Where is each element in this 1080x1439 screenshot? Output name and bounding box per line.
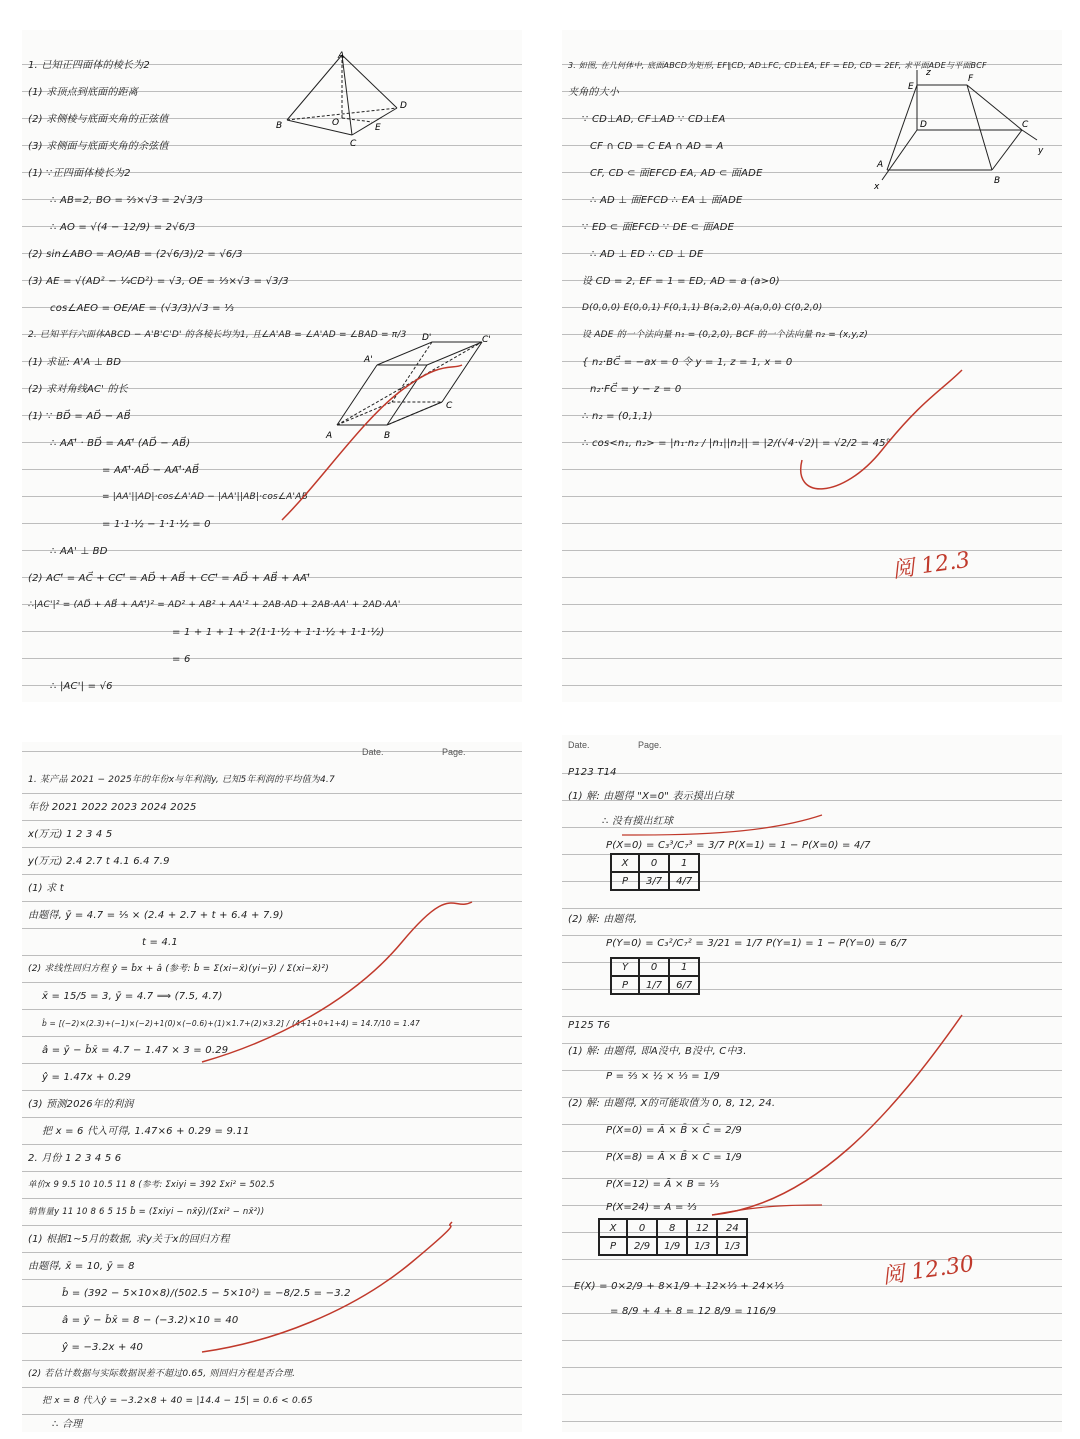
table-cell: 1 — [669, 958, 699, 976]
text-line: P(X=8) = Ā × B̄ × C = 1/9 — [606, 1152, 742, 1163]
text-line: (1) 解: 由题得, 即A没中, B没中, C中3. — [568, 1046, 747, 1057]
text-line: b̂ = (392 − 5×10×8)/(502.5 − 5×10²) = −8/2.5 = −3.2 — [62, 1288, 351, 1299]
text-line: b̂ = [(−2)×(2.3)+(−1)×(−2)+1(0)×(−0.6)+(1)×1.7+(2)×3.2] / (4+1+0+1+4) = 14.7/10 = 1.47 — [42, 1019, 421, 1028]
vertex-label: D — [920, 120, 927, 130]
table-cell: 3/7 — [639, 872, 669, 890]
teacher-signature: 阅 12.3 — [890, 547, 972, 584]
text-line: ∴ AD ⊥ ED ∴ CD ⊥ DE — [590, 249, 704, 260]
text-line: 2. 月份 1 2 3 4 5 6 — [28, 1153, 122, 1164]
text-line: 销售量y 11 10 8 6 5 15 b̂ = (Σxiyi − nx̄ȳ)/(Σxi² − nx̄²)) — [28, 1207, 265, 1217]
table-cell: 0 — [627, 1219, 657, 1237]
notebook-page-top-right — [562, 30, 1062, 702]
text-line: 设 CD = 2, EF = 1 = ED, AD = a (a>0) — [582, 276, 780, 287]
vertex-label: F — [968, 74, 974, 84]
text-line: ∴ 合理 — [52, 1419, 83, 1430]
text-line: â = ȳ − b̂x̄ = 8 − (−3.2)×10 = 40 — [62, 1315, 239, 1326]
vertex-label: D — [400, 101, 407, 111]
text-line: P(X=24) = A = ⅓ — [606, 1202, 697, 1213]
text-line: (1) 求顶点到底面的距离 — [28, 87, 138, 98]
text-line: (2) 求侧棱与底面夹角的正弦值 — [28, 114, 169, 125]
text-line: (1) ∵ BD⃗ = AD⃗ − AB⃗ — [28, 411, 131, 422]
text-line: ∵ CD⊥AD, CF⊥AD ∵ CD⊥EA — [582, 114, 726, 125]
text-line: = 1·1·½ − 1·1·½ = 0 — [102, 519, 211, 530]
notebook-page-top-left — [22, 30, 522, 702]
text-line: ∴ AD ⊥ 面EFCD ∴ EA ⊥ 面ADE — [590, 195, 743, 206]
vertex-label: B — [384, 431, 391, 441]
table-cell: 1/3 — [717, 1237, 747, 1255]
table-cell: P — [611, 872, 639, 890]
tetrahedron-figure — [272, 50, 422, 150]
text-line: 单价x 9 9.5 10 10.5 11 8 (参考: Σxiyi = 392 Σxi² = 502.5 — [28, 1180, 275, 1190]
notebook-page-bottom-right — [562, 735, 1062, 1432]
text-line: = |AA'||AD|·cos∠A'AD − |AA'||AB|·cos∠A'AB — [102, 492, 308, 502]
table-cell: 1/9 — [657, 1237, 687, 1255]
text-line: ∵ ED ⊂ 面EFCD ∵ DE ⊂ 面ADE — [582, 222, 735, 233]
text-line: ŷ = 1.47x + 0.29 — [42, 1072, 132, 1083]
text-line: (2) 解: 由题得, X的可能取值为 0, 8, 12, 24. — [568, 1098, 776, 1109]
text-line: (1) 求证: A'A ⊥ BD — [28, 357, 122, 368]
text-line: n₂·FC⃗ = y − z = 0 — [590, 384, 682, 395]
table-cell: 1/7 — [639, 976, 669, 994]
text-line: â = ȳ − b̂x̄ = 4.7 − 1.47 × 3 = 0.29 — [42, 1045, 229, 1056]
text-line: (2) sin∠ABO = AO/AB = (2√6/3)/2 = √6/3 — [28, 249, 243, 260]
vertex-label: C — [446, 401, 453, 411]
vertex-label: C — [1022, 120, 1029, 130]
distribution-table-x2 — [598, 1218, 748, 1256]
vertex-label: D' — [422, 333, 432, 343]
text-line: ∴ AO = √(4 − 12/9) = 2√6/3 — [50, 222, 196, 233]
text-line: { n₂·BC⃗ = −ax = 0 令 y = 1, z = 1, x = 0 — [582, 357, 793, 368]
text-line: P(X=12) = Ā × B = ⅓ — [606, 1179, 720, 1190]
table-cell: X — [611, 854, 639, 872]
parallelepiped-figure — [322, 330, 502, 445]
text-line: (1) 解: 由题得 "X=0" 表示摸出白球 — [568, 791, 734, 802]
vertex-label: E — [375, 123, 381, 133]
text-line: x(万元) 1 2 3 4 5 — [28, 829, 113, 840]
text-line: P = ⅔ × ½ × ⅓ = 1/9 — [606, 1071, 720, 1082]
text-line: (2) 求对角线AC' 的长 — [28, 384, 128, 395]
table-cell: 6/7 — [669, 976, 699, 994]
table-cell: 1 — [669, 854, 699, 872]
text-line: ∴ cos<n₁, n₂> = |n₁·n₂ / |n₁||n₂|| = |2/(√4·√2)| = √2/2 = 45° — [582, 438, 891, 449]
text-line: P123 T14 — [568, 767, 617, 778]
text-line: CF, CD ⊂ 面EFCD EA, AD ⊂ 面ADE — [590, 168, 763, 179]
text-line: t = 4.1 — [142, 937, 178, 948]
table-cell: 1/3 — [687, 1237, 717, 1255]
coordinate-solid-figure — [872, 65, 1047, 195]
text-line: y(万元) 2.4 2.7 t 4.1 6.4 7.9 — [28, 856, 170, 867]
text-line: = 6 — [172, 654, 191, 665]
text-line: ∴ n₂ = (0,1,1) — [582, 411, 653, 422]
page-label: Page. — [638, 740, 662, 750]
vertex-label: A — [338, 51, 345, 61]
text-line: cos∠AEO = OE/AE = (√3/3)/√3 = ⅓ — [50, 303, 235, 314]
text-line: (3) 预测2026年的利润 — [28, 1099, 134, 1110]
table-cell: P — [599, 1237, 627, 1255]
text-line: 1. 某产品 2021 − 2025年的年份x与年利润y, 已知5年利润的平均值为4.7 — [28, 775, 335, 785]
vertex-label: C' — [482, 335, 491, 345]
axis-label: x — [874, 182, 880, 192]
table-cell: 0 — [639, 854, 669, 872]
text-line: (3) 求侧面与底面夹角的余弦值 — [28, 141, 169, 152]
vertex-label: O — [332, 118, 340, 128]
vertex-label: E — [908, 82, 914, 92]
table-cell: X — [599, 1219, 627, 1237]
teacher-signature: 阅 12.30 — [880, 1251, 976, 1290]
text-line: 年份 2021 2022 2023 2024 2025 — [28, 802, 197, 813]
text-line: 夹角的大小 — [568, 87, 619, 98]
vertex-label: A — [877, 160, 884, 170]
text-line: 由题得, x̄ = 10, ȳ = 8 — [28, 1261, 135, 1272]
text-line: P(Y=0) = C₃²/C₇² = 3/21 = 1/7 P(Y=1) = 1 − P(Y=0) = 6/7 — [606, 938, 908, 949]
page-label: Page. — [442, 747, 466, 757]
table-cell: 12 — [687, 1219, 717, 1237]
text-line: CF ∩ CD = C EA ∩ AD = A — [590, 141, 724, 152]
text-line: 2. 已知平行六面体ABCD − A'B'C'D' 的各棱长均为1, 且∠A'AB = ∠A'AD = ∠BAD = π/3 — [28, 330, 407, 340]
text-line: ∴|AC'|² = (AD⃗ + AB⃗ + AA'⃗)² = AD² + AB² + AA'² + 2AB·AD + 2AB·AA' + 2AD·AA' — [28, 600, 401, 610]
red-check-mark — [22, 742, 522, 1432]
vertex-label: A — [326, 431, 333, 441]
table-cell: 0 — [639, 958, 669, 976]
text-line: (1) 求 t — [28, 883, 64, 894]
text-line: = 1 + 1 + 1 + 2(1·1·½ + 1·1·½ + 1·1·½) — [172, 627, 385, 638]
text-line: P(X=0) = C₃³/C₇³ = 3/7 P(X=1) = 1 − P(X=0) = 4/7 — [606, 840, 871, 851]
table-cell: 24 — [717, 1219, 747, 1237]
table-cell: Y — [611, 958, 639, 976]
text-line: (1) ∵正四面体棱长为2 — [28, 168, 131, 179]
text-line: x̄ = 15/5 = 3, ȳ = 4.7 ⟹ (7.5, 4.7) — [42, 991, 223, 1002]
distribution-table-y — [610, 957, 700, 995]
text-line: (2) 求线性回归方程 ŷ = b̂x + â (参考: b̂ = Σ(xi−x̄)(yi−ȳ) / Σ(xi−x̄)²) — [28, 964, 329, 974]
notebook-page-bottom-left — [22, 742, 522, 1432]
text-line: ∴ AA' ⊥ BD — [50, 546, 108, 557]
table-cell: P — [611, 976, 639, 994]
distribution-table-x — [610, 853, 700, 891]
text-line: (1) 根据1~5月的数据, 求y关于x的回归方程 — [28, 1234, 230, 1245]
text-line: = AA'⃗·AD⃗ − AA'⃗·AB⃗ — [102, 465, 200, 476]
text-line: (2) 解: 由题得, — [568, 914, 638, 925]
vertex-label: B — [994, 176, 1001, 186]
text-line: D(0,0,0) E(0,0,1) F(0,1,1) B(a,2,0) A(a,0,0) C(0,2,0) — [582, 303, 823, 313]
text-line: ∴ |AC'| = √6 — [50, 681, 113, 692]
text-line: = 8/9 + 4 + 8 = 12 8/9 = 116/9 — [610, 1306, 777, 1317]
text-line: (2) 若估计数据与实际数据误差不超过0.65, 则回归方程是否合理. — [28, 1369, 296, 1379]
vertex-label: A' — [364, 355, 373, 365]
text-line: P(X=0) = Ā × B̄ × C̄ = 2/9 — [606, 1125, 742, 1136]
text-line: 把 x = 6 代入可得, 1.47×6 + 0.29 = 9.11 — [42, 1126, 250, 1137]
date-label: Date. — [568, 740, 590, 750]
text-line: 由题得, ȳ = 4.7 = ⅕ × (2.4 + 2.7 + t + 6.4 + 7.9) — [28, 910, 284, 921]
table-cell: 2/9 — [627, 1237, 657, 1255]
text-line: P125 T6 — [568, 1020, 611, 1031]
text-line: 3. 如图, 在几何体中, 底面ABCD为矩形, EF∥CD, AD⊥FC, CD⊥EA, EF = ED, CD = 2EF, 求平面ADE与平面BCF — [568, 61, 987, 70]
table-cell: 4/7 — [669, 872, 699, 890]
text-line: ∴ 没有摸出红球 — [602, 816, 674, 827]
text-line: E(X) = 0×2/9 + 8×1/9 + 12×⅓ + 24×⅓ — [574, 1281, 784, 1292]
text-line: 设 ADE 的一个法向量 n₁ = (0,2,0), BCF 的一个法向量 n₂ = (x,y,z) — [582, 330, 868, 340]
text-line: 把 x = 8 代入ŷ = −3.2×8 + 40 = |14.4 − 15| = 0.6 < 0.65 — [42, 1396, 313, 1406]
axis-label: z — [926, 68, 931, 78]
date-label: Date. — [362, 747, 384, 757]
table-cell: 8 — [657, 1219, 687, 1237]
text-line: ∴ AA'⃗ · BD⃗ = AA'⃗ (AD⃗ − AB⃗) — [50, 438, 191, 449]
text-line: 1. 已知正四面体的棱长为2 — [28, 60, 150, 71]
axis-label: y — [1038, 146, 1044, 156]
vertex-label: B — [276, 121, 283, 131]
text-line: (3) AE = √(AD² − ¼CD²) = √3, OE = ⅓×√3 = √3/3 — [28, 276, 289, 287]
vertex-label: C — [350, 139, 357, 149]
text-line: (2) AC'⃗ = AC⃗ + CC'⃗ = AD⃗ + AB⃗ + CC'⃗ = AD⃗ + AB⃗ + AA'⃗ — [28, 573, 310, 584]
text-line: ∴ AB=2, BO = ⅔×√3 = 2√3/3 — [50, 195, 204, 206]
text-line: ŷ = −3.2x + 40 — [62, 1342, 144, 1353]
